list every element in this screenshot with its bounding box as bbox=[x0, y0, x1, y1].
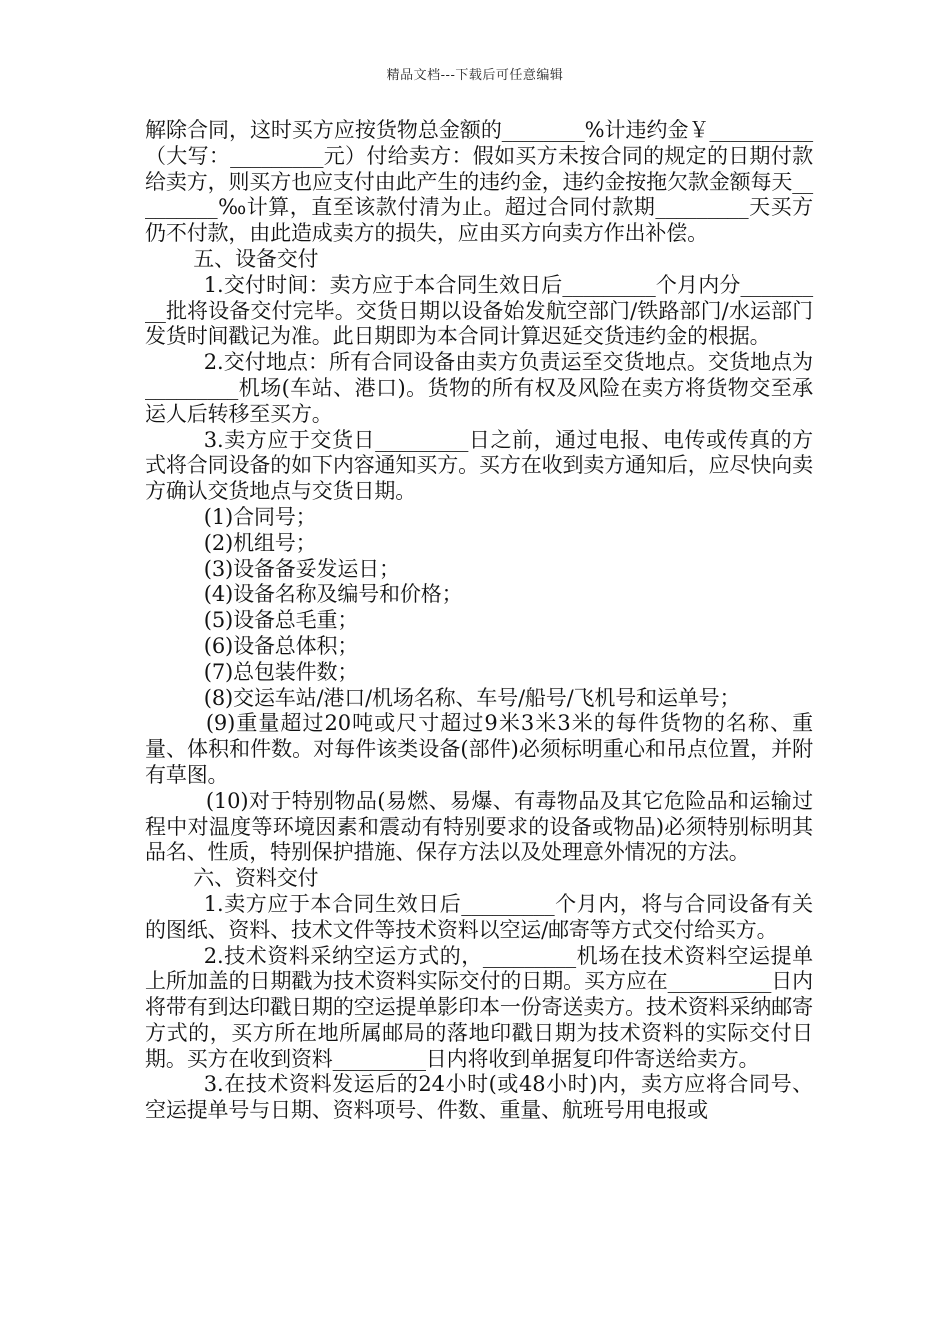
paragraph-penalty-clause: 解除合同，这时买方应按货物总金额的________%计违约金￥__________（大写：_________元）付给卖方：假如买方未按合同的规定的日期付款给卖方，则买方也应支付由此产生的违约金，违约金按拖欠款金额每天_________‰计算，直至该款付清为止。超过合同付款期_________天买方仍不付款，由此造成卖方的损失，应由买方向卖方作出补偿。 bbox=[145, 118, 813, 246]
paragraph-shipment-notice: 3.卖方应于交货日_________日之前，通过电报、电传或传真的方式将合同设备的如下内容通知买方。买方在收到卖方通知后，应尽快向卖方确认交货地点与交货日期。 bbox=[145, 427, 813, 504]
list-item: (10)对于特别物品(易燃、易爆、有毒物品及其它危险品和运输过程中对温度等环境因素和震动有特别要求的设备或物品)必须特别标明其品名、性质，特别保护措施、保存方法以及处理意外情况的方法。 bbox=[145, 788, 813, 865]
list-item: (7)总包装件数； bbox=[203, 659, 359, 684]
document-body bbox=[145, 118, 813, 1124]
page-header: 精品文档---下载后可任意编辑 bbox=[386, 68, 564, 83]
list-item: (3)设备备妥发运日； bbox=[203, 556, 400, 581]
paragraph-delivery-place: 2.交付地点：所有合同设备由卖方负责运至交货地点。交货地点为_________机场(车站、港口)。货物的所有权及风险在卖方将货物交至承运人后转移至买方。 bbox=[145, 350, 813, 426]
list-item: (9)重量超过20吨或尺寸超过9米3米3米的每件货物的名称、重量、体积和件数。对每件该类设备(部件)必须标明重心和吊点位置，并附有草图。 bbox=[145, 711, 813, 787]
list-item: (6)设备总体积； bbox=[203, 633, 359, 658]
list-item: (8)交运车站/港口/机场名称、车号/船号/飞机号和运单号； bbox=[203, 685, 741, 710]
section-title-document-delivery: 六、资料交付 bbox=[193, 866, 319, 891]
paragraph-dispatch-notice: 3.在技术资料发运后的24小时(或48小时)内，卖方应将合同号、空运提单号与日期、资料项号、件数、重量、航班号用电报或 bbox=[145, 1072, 813, 1123]
section-title-equipment-delivery: 五、设备交付 bbox=[193, 246, 319, 271]
list-item: (5)设备总毛重； bbox=[203, 608, 359, 633]
paragraph-delivery-time: 1.交付时间：卖方应于本合同生效日后_________个月内分_________批将设备交付完毕。交货日期以设备始发航空部门/铁路部门/水运部门发货时间戳记为准。此日期即为本合同计算迟延交货违约金的根据。 bbox=[145, 272, 813, 349]
paragraph-document-delivery-time: 1.卖方应于本合同生效日后_________个月内，将与合同设备有关的图纸、资料、技术文件等技术资料以空运/邮寄等方式交付给买方。 bbox=[145, 891, 813, 942]
list-item: (2)机组号； bbox=[203, 530, 317, 555]
list-item: (4)设备名称及编号和价格； bbox=[203, 582, 463, 607]
paragraph-document-delivery-method: 2.技术资料采纳空运方式的，_________机场在技术资料空运提单上所加盖的日期戳为技术资料实际交付的日期。买方应在__________日内将带有到达印戳日期的空运提单影印本一份寄送卖方。技术资料采纳邮寄方式的，买方所在地所属邮局的落地印戳日期为技术资料的实际交付日期。买方在收到资料_________日内将收到单据复印件寄送给卖方。 bbox=[145, 943, 813, 1071]
list-item: (1)合同号； bbox=[203, 504, 317, 529]
